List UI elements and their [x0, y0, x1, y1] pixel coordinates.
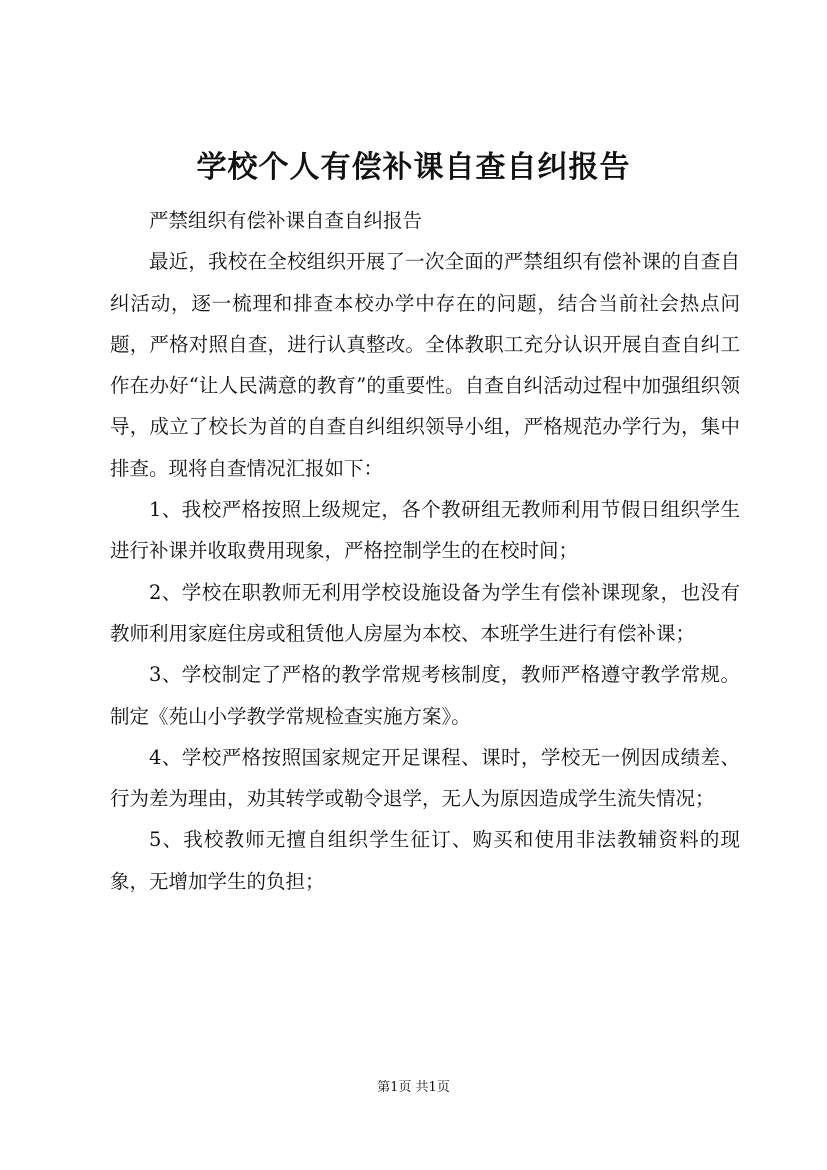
document-title: 学校个人有偿补课自查自纠报告: [196, 150, 631, 185]
item-paragraph-1: 1、我校严格按照上级规定，各个教研组无教师利用节假日组织学生进行补课并收取费用现象，严格控制学生的在校时间；: [110, 498, 740, 563]
page-footer: 第1页 共1页: [377, 1080, 450, 1095]
item-paragraph-3: 3、学校制定了严格的教学常规考核制度，教师严格遵守教学常规。制定《苑山小学教学常规检查实施方案》。: [110, 663, 740, 728]
item-paragraph-5: 5、我校教师无擅自组织学生征订、购买和使用非法教辅资料的现象，无增加学生的负担；: [110, 828, 740, 893]
intro-paragraph: 最近，我校在全校组织开展了一次全面的严禁组织有偿补课的自查自纠活动，逐一梳理和排查本校办学中存在的问题，结合当前社会热点问题，严格对照自查，进行认真整改。全体教职工充分认识开展自查自纠工作在办好“让人民满意的教育”的重要性。自查自纠活动过程中加强组织领导，成立了校长为首的自查自纠组织领导小组，严格规范办学行为，集中排查。现将自查情况汇报如下：: [110, 250, 740, 480]
item-paragraph-4: 4、学校严格按照国家规定开足课程、课时，学校无一例因成绩差、行为差为理由，劝其转学或勒令退学，无人为原因造成学生流失情况；: [110, 745, 740, 811]
item-paragraph-2: 2、学校在职教师无利用学校设施设备为学生有偿补课现象，也没有教师利用家庭住房或租赁他人房屋为本校、本班学生进行有偿补课；: [110, 580, 740, 645]
subtitle-paragraph: 严禁组织有偿补课自查自纠报告: [149, 209, 423, 232]
document-body: [110, 200, 740, 902]
